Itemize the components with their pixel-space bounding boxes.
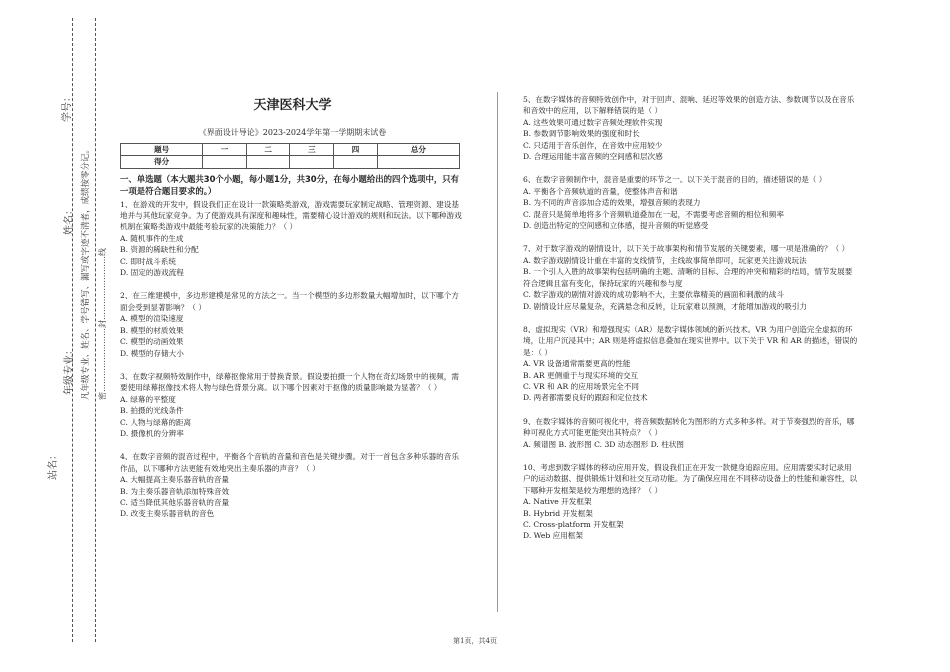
option: D. 固定的游戏流程 (120, 268, 184, 278)
option: B. 一个引人入胜的故事架构包括明确的主题、清晰的目标、合理的冲突和精彩的结局，情节发展要符合逻辑且富有变化，保持玩家的兴趣和参与度 (523, 267, 853, 288)
option: C. 适当降低其他乐器音轨的音量 (120, 497, 230, 507)
question-stem: 4、在数字音频的混音过程中，平衡各个音轨的音量和音色是关键步骤。对于一首包含多种乐器的音乐作品，以下哪种方法更能有效地突出主奏乐器的声音？（ ） (120, 452, 459, 473)
option: D. 剧情设计应尽量复杂，充满悬念和反转，让玩家难以预测，才能增加游戏的吸引力 (523, 301, 808, 311)
option: B. Hybrid 开发框架 (523, 508, 593, 518)
option: A. VR 设备通常需要更高的性能 (523, 359, 631, 369)
option: C. 模型的动画效果 (120, 337, 184, 347)
score-cell: 题号 (121, 143, 203, 155)
option: D. 模型的存储大小 (120, 348, 184, 358)
option: A. 平衡各个音频轨道的音量，使整体声音和谐 (523, 186, 678, 196)
option: A. 大幅提高主奏乐器音轨的音量 (120, 475, 230, 485)
student-id-label: 学号： (62, 92, 73, 122)
score-table-score-row (121, 156, 460, 168)
station-label: 站名： (48, 450, 59, 480)
option: C. 人物与绿幕的距离 (120, 417, 192, 427)
binding-warning: 凡年级专业、姓名、学号错写、漏写或字迹不清者，成绩按零分记。 (81, 144, 91, 400)
question-7 (523, 243, 858, 311)
question-10 (523, 462, 858, 542)
question-5 (523, 94, 858, 162)
option: D. Web 应用框架 (523, 531, 583, 541)
score-cell: 一 (203, 143, 247, 155)
option: A. 绿幕的平整度 (120, 394, 176, 404)
option: D. 两者都需要良好的跟踪和定位技术 (523, 393, 648, 403)
option: B. 参数调节影响效果的强度和时长 (523, 129, 640, 139)
section-heading: 一、单选题（本大题共30个小题，每小题1分，共30分，在每小题给出的四个选项中，只有一项是符合题目要求的。） (120, 173, 460, 196)
question-stem: 3、在数字视频特效制作中，绿幕抠像常用于替换背景。假设要拍摄一个人物在奇幻场景中的视频，需要使用绿幕抠像技术将人物与绿色背景分离。以下哪个因素对于抠像的质量影响最为显著？（ ） (120, 371, 459, 393)
option: C. 混音只是简单地将多个音频轨道叠加在一起，不需要考虑音频的相位和频率 (523, 209, 784, 219)
major-label: 年级专业： (64, 345, 75, 395)
option: A. 数字游戏剧情设计重在丰富的支线情节，主线故事简单即可，玩家更关注游戏玩法 (523, 255, 807, 265)
score-table-header-row (121, 143, 460, 155)
question-6 (523, 174, 858, 231)
option: B. 为不同的声音添加合适的效果，增强音频的表现力 (523, 198, 701, 208)
option: B. 资源的稀缺性和分配 (120, 245, 199, 255)
option: D. 创造出特定的空间感和立体感，提升音频的听觉感受 (523, 221, 709, 231)
seal-line-text: 密……………………封……………………线 (98, 248, 107, 400)
score-input-cell (203, 156, 247, 168)
question-8 (523, 324, 858, 404)
option: C. Cross-platform 开发框架 (523, 520, 624, 529)
score-input-cell (290, 156, 334, 168)
option: A. Native 开发框架 (523, 497, 592, 507)
column-divider (497, 92, 498, 612)
name-label: 姓名： (64, 205, 75, 235)
option: C. VR 和 AR 的应用场景完全不同 (523, 381, 639, 391)
binding-line-outer (95, 18, 96, 642)
option: C. 只适用于音乐创作，在音效中应用较少 (523, 140, 663, 150)
option: C. 即时战斗系统 (120, 256, 176, 266)
question-stem: 6、在数字音频制作中，混音是重要的环节之一。以下关于混音的目的，描述错误的是（ ） (523, 175, 827, 185)
question-4 (120, 451, 465, 519)
question-1 (120, 199, 465, 279)
score-cell: 三 (290, 143, 334, 155)
score-input-cell (246, 156, 290, 168)
option: B. 模型的材质效果 (120, 325, 184, 335)
score-input-cell (334, 156, 378, 168)
option: B. AR 更侧重于与现实环境的交互 (523, 370, 639, 380)
score-table (120, 143, 460, 169)
page-footer: 第1页，共4页 (453, 637, 497, 645)
option: D. 合理运用能丰富音频的空间感和层次感 (523, 152, 663, 162)
question-stem: 10、考虑到数字媒体的移动应用开发，假设我们正在开发一款健身追踪应用。应用需要实时记录用户的运动数据、提供锻炼计划和社交互动功能。为了确保应用在不同移动设备上的性能和兼容性，以下哪种开发框架是较为理想的选择？（ ） (523, 462, 858, 495)
option: D. 改变主奏乐器音轨的音色 (120, 509, 215, 519)
university-title: 天津医科大学 (253, 98, 332, 113)
binding-margin (0, 0, 112, 672)
score-cell: 得分 (121, 156, 203, 168)
left-column (120, 98, 465, 520)
question-stem: 2、在三维建模中，多边形建模是常见的方法之一。当一个模型的多边形数量大幅增加时，以下哪个方面会受到显著影响？（ ） (120, 291, 459, 312)
option: A. 这些效果可通过数字音频处理软件实现 (523, 117, 663, 127)
right-column (523, 94, 858, 542)
score-cell: 四 (334, 143, 378, 155)
option: D. 摄像机的分辨率 (120, 428, 184, 438)
score-input-cell (377, 156, 459, 168)
question-stem: 1、在游戏的开发中，假设我们正在设计一款策略类游戏，游戏需要玩家制定战略、管理资源、建设基地并与其他玩家竞争。为了使游戏具有深度和趣味性，需要精心设计游戏的规则和玩法。以下哪种游戏机制在策略类游戏中最能考验玩家的决策能力？（ ） (120, 199, 462, 232)
question-2 (120, 290, 465, 358)
question-9 (523, 416, 858, 450)
exam-title: 《界面设计导论》2023-2024学年第一学期期末试卷 (198, 128, 387, 138)
option: A. 频谱图 B. 波形图 C. 3D 动态图形 D. 柱状图 (523, 439, 685, 449)
question-stem: 7、对于数字游戏的剧情设计，以下关于故事架构和情节发展的关键要素，哪一项是准确的？（ ） (523, 244, 850, 254)
question-stem: 8、虚拟现实（VR）和增强现实（AR）是数字媒体领域的新兴技术。VR 为用户创造完全虚拟的环境，让用户沉浸其中；AR 则是将虚拟信息叠加在现实世界中。以下关于 VR 和 AR 的描述，错误的是：（ ） (523, 324, 858, 357)
option: B. 为主奏乐器音轨添加特殊音效 (120, 486, 230, 496)
option: A. 随机事件的生成 (120, 233, 184, 243)
option: C. 数字游戏的剧情对游戏的成功影响不大，主要依靠精美的画面和刺激的战斗 (523, 290, 784, 300)
option: A. 模型的渲染速度 (120, 314, 184, 324)
score-cell: 二 (246, 143, 290, 155)
question-stem: 5、在数字媒体的音频特效创作中，对于回声、混响、延迟等效果的创造方法、参数调节以及在音乐和音效中的应用，以下解释错误的是（ ） (523, 95, 855, 116)
option: B. 拍摄的光线条件 (120, 406, 184, 416)
question-stem: 9、在数字媒体的音频可视化中，将音频数据转化为图形的方式多种多样。对于节奏强烈的音乐，哪种可视化方式可能更能突出其特点？（ ） (523, 416, 855, 438)
score-cell: 总分 (377, 143, 459, 155)
question-3 (120, 371, 465, 439)
